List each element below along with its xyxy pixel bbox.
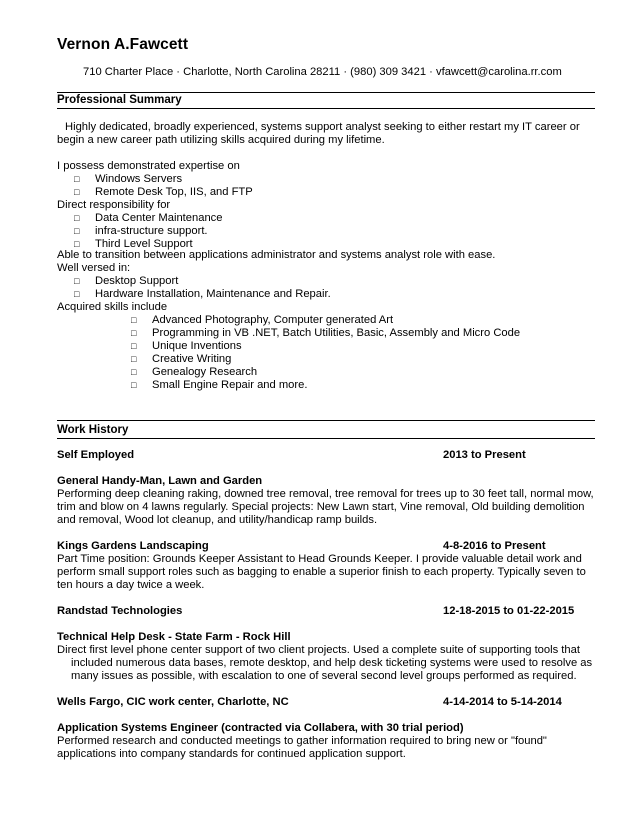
- checkbox-bullet-icon: □: [74, 289, 80, 299]
- job-header: [57, 449, 595, 462]
- list-item: □ Unique Inventions: [131, 340, 242, 352]
- section-divider: [57, 420, 595, 421]
- checkbox-bullet-icon: □: [131, 367, 137, 377]
- checkbox-bullet-icon: □: [131, 315, 137, 325]
- employer: Self Employed: [57, 449, 135, 461]
- checkbox-bullet-icon: □: [74, 239, 80, 249]
- job-dates: 2013 to Present: [443, 449, 526, 461]
- resume-name: Vernon A.Fawcett: [57, 36, 189, 53]
- summary-title: Professional Summary: [57, 94, 182, 106]
- list-item: □ Third Level Support: [74, 238, 193, 250]
- checkbox-bullet-icon: □: [131, 380, 137, 390]
- checkbox-bullet-icon: □: [131, 341, 137, 351]
- responsibility-heading: Direct responsibility for: [57, 199, 171, 211]
- section-divider: [57, 108, 595, 109]
- job-role: Application Systems Engineer (contracted via Collabera, with 30 trial period): [57, 722, 464, 734]
- versed-heading: Well versed in:: [57, 262, 131, 274]
- list-item: □ Remote Desk Top, IIS, and FTP: [74, 186, 253, 198]
- list-item: □ Genealogy Research: [131, 366, 258, 378]
- checkbox-bullet-icon: □: [131, 354, 137, 364]
- section-divider: [57, 438, 595, 439]
- list-item: □ Hardware Installation, Maintenance and Repair.: [74, 288, 331, 300]
- checkbox-bullet-icon: □: [74, 276, 80, 286]
- checkbox-bullet-icon: □: [74, 213, 80, 223]
- checkbox-bullet-icon: □: [131, 328, 137, 338]
- summary-intro: Highly dedicated, broadly experienced, systems support analyst seeking to either restart my IT career or begin a new career path utilizing skills acquired during my lifetime.: [57, 121, 580, 146]
- job-header: [57, 540, 595, 553]
- summary-block: [57, 121, 595, 392]
- employer: Kings Gardens Landscaping: [57, 540, 209, 552]
- job-description: Performed research and conducted meetings to gather information required to bring new or "found" applications into company standards for continued application support.: [57, 735, 547, 760]
- list-item: □ Programming in VB .NET, Batch Utilities, Basic, Assembly and Micro Code: [131, 327, 521, 339]
- job-dates: 4-14-2014 to 5-14-2014: [443, 696, 562, 708]
- job-role: Technical Help Desk - State Farm - Rock Hill: [57, 631, 291, 643]
- work-block: [57, 449, 595, 761]
- job-description: Direct first level phone center support of two client projects. Used a complete suite of supporting tools that included numerous data bases, remote desktop, and help desk ticketing systems were used to resolve as many issues as possible, with escalation to one of several second level groups performed as required.: [57, 644, 593, 682]
- list-item: □ Windows Servers: [74, 173, 183, 185]
- job-header: [57, 605, 595, 618]
- work-title: Work History: [57, 424, 129, 436]
- list-item: □ infra-structure support.: [74, 225, 208, 237]
- job-role: General Handy-Man, Lawn and Garden: [57, 475, 263, 487]
- list-item: □ Desktop Support: [74, 275, 179, 287]
- job-dates: 12-18-2015 to 01-22-2015: [443, 605, 575, 617]
- list-item: □ Creative Writing: [131, 353, 232, 365]
- list-item: □ Advanced Photography, Computer generated Art: [131, 314, 394, 326]
- transition-line: Able to transition between applications administrator and systems analyst role with ease.: [57, 249, 496, 261]
- expertise-heading: I possess demonstrated expertise on: [57, 160, 240, 172]
- acquired-heading: Acquired skills include: [57, 301, 168, 313]
- job-description: Part Time position: Grounds Keeper Assistant to Head Grounds Keeper. I provide valuable detail work and perform small support roles such as bagging to enable a superior finish to each property. Typically seven to ten hours a day twice a week.: [57, 553, 586, 591]
- job-description: Performing deep cleaning raking, downed tree removal, tree removal for trees up to 30 feet tall, normal mow, trim and blow on 4 lawns regularly. Special projects: New Lawn start, Vine removal, Old building demolition and removal, Wood lot cleanup, and utility/handicap ramp builds.: [57, 488, 594, 526]
- checkbox-bullet-icon: □: [74, 226, 80, 236]
- checkbox-bullet-icon: □: [74, 187, 80, 197]
- employer: Wells Fargo, CIC work center, Charlotte, NC: [57, 696, 289, 708]
- contact-line: 710 Charter Place · Charlotte, North Carolina 28211 · (980) 309 3421 · vfawcett@carolina.rr.com: [83, 66, 562, 78]
- job-header: [57, 696, 595, 709]
- job-dates: 4-8-2016 to Present: [443, 540, 546, 552]
- list-item: □ Small Engine Repair and more.: [131, 379, 308, 391]
- checkbox-bullet-icon: □: [74, 174, 80, 184]
- list-item: □ Data Center Maintenance: [74, 212, 223, 224]
- employer: Randstad Technologies: [57, 605, 183, 617]
- section-divider: [57, 92, 595, 93]
